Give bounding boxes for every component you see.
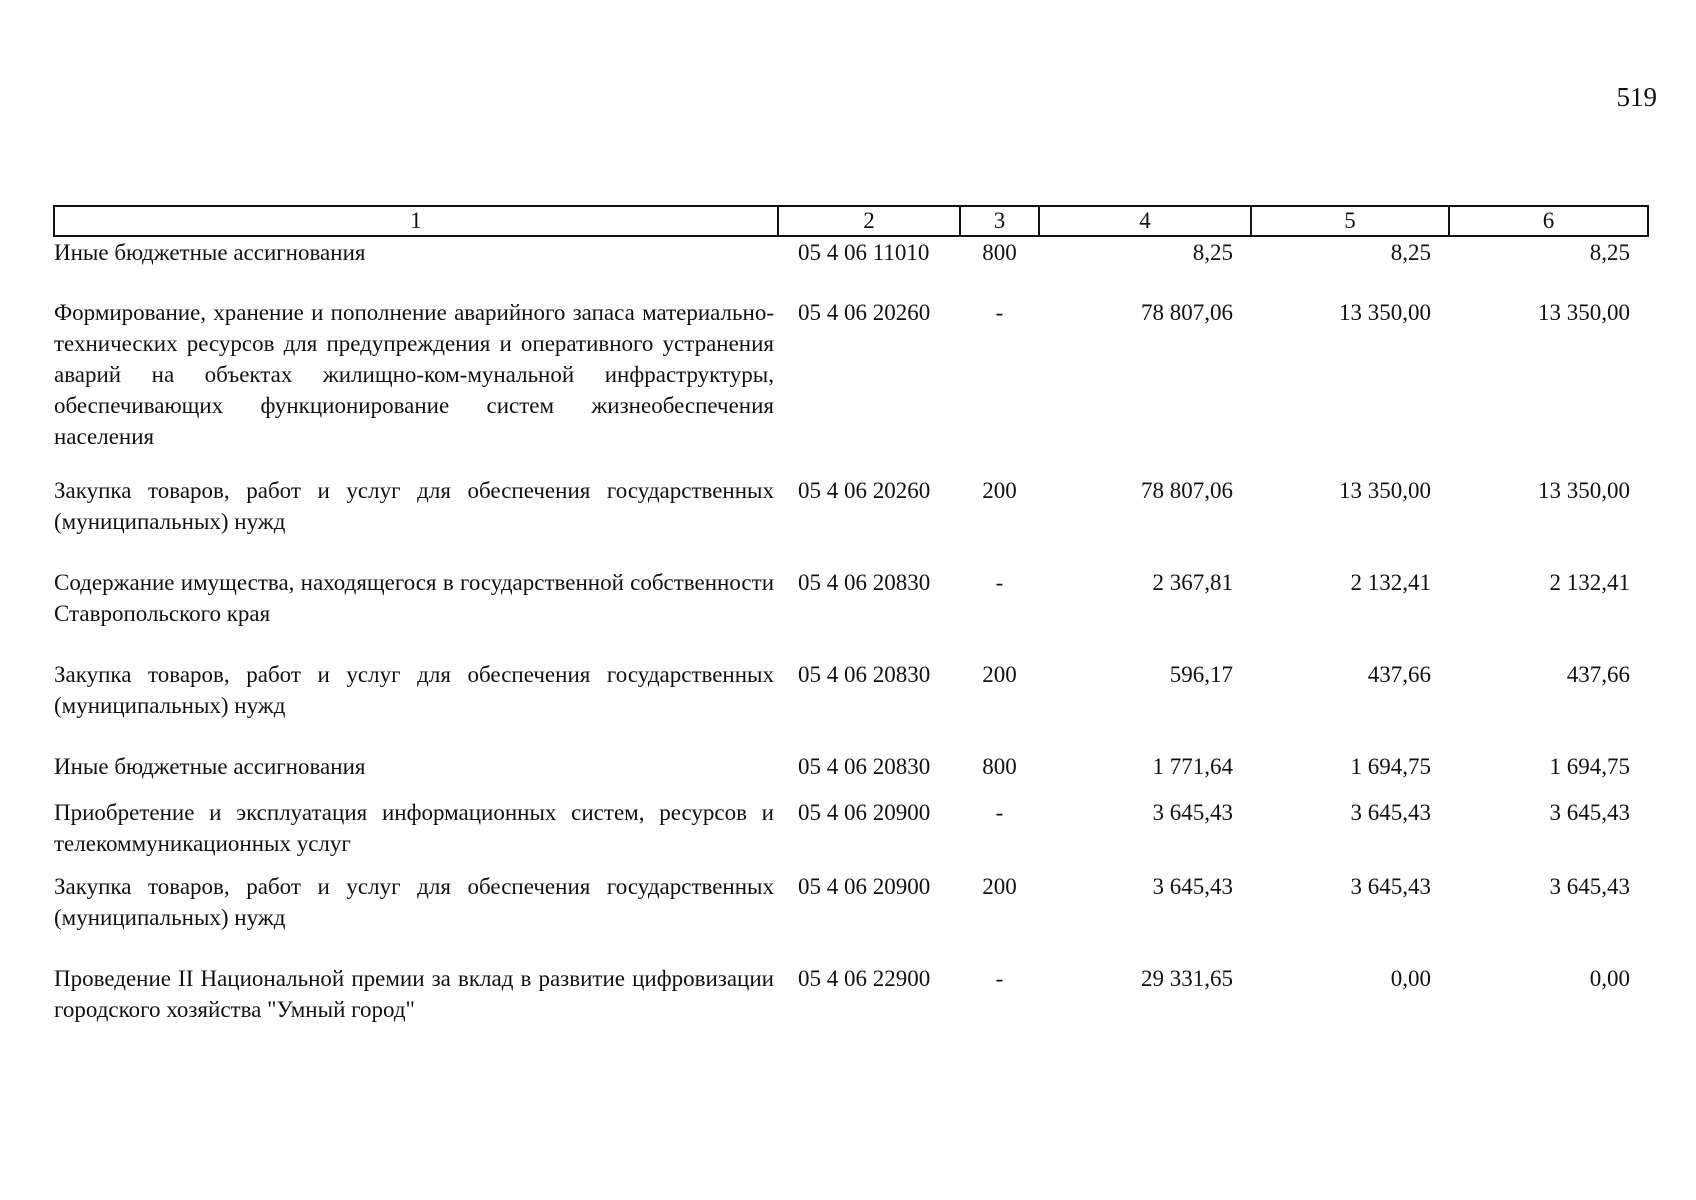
- row-name: Проведение II Национальной премии за вклад в развитие цифровизации городского хозяйства "Умный город": [54, 966, 774, 1022]
- row-amount-2: 0,00: [1390, 966, 1431, 991]
- row-amount-2: 3 645,43: [1350, 874, 1431, 899]
- table-row: [54, 963, 1648, 1033]
- column-header-kvr: 3: [960, 206, 1039, 236]
- row-name: Закупка товаров, работ и услуг для обеспечения государственных (муниципальных) нужд: [54, 478, 774, 534]
- row-amount-1: 78 807,06: [1141, 300, 1233, 325]
- table-row: [54, 871, 1648, 963]
- row-name: Содержание имущества, находящегося в государственной собственности Ставропольского края: [54, 570, 774, 626]
- row-name: Иные бюджетные ассигнования: [54, 754, 366, 779]
- row-code: 05 4 06 11010: [798, 240, 930, 265]
- table-row: [54, 751, 1648, 797]
- row-kvr: 200: [982, 874, 1017, 899]
- row-name: Закупка товаров, работ и услуг для обеспечения государственных (муниципальных) нужд: [54, 662, 774, 718]
- row-amount-1: 78 807,06: [1141, 478, 1233, 503]
- page-number: 519: [1616, 82, 1657, 112]
- table-body: [54, 236, 1648, 1033]
- row-code: 05 4 06 20830: [798, 570, 931, 595]
- row-name: Иные бюджетные ассигнования: [54, 240, 366, 265]
- row-amount-3: 0,00: [1589, 966, 1630, 991]
- row-kvr: -: [995, 570, 1004, 595]
- row-amount-1: 29 331,65: [1141, 966, 1233, 991]
- row-amount-2: 437,66: [1367, 662, 1431, 687]
- row-amount-1: 1 771,64: [1152, 754, 1233, 779]
- header-row: [54, 206, 1648, 236]
- row-amount-3: 3 645,43: [1549, 800, 1630, 825]
- row-kvr: 200: [982, 662, 1017, 687]
- row-amount-1: 3 645,43: [1152, 874, 1233, 899]
- row-amount-3: 8,25: [1589, 240, 1630, 265]
- row-amount-3: 1 694,75: [1549, 754, 1630, 779]
- row-amount-3: 13 350,00: [1538, 300, 1630, 325]
- budget-table: [53, 205, 1649, 1033]
- row-code: 05 4 06 20260: [798, 478, 931, 503]
- row-amount-3: 3 645,43: [1549, 874, 1630, 899]
- row-code: 05 4 06 20830: [798, 754, 931, 779]
- column-header-code: 2: [778, 206, 960, 236]
- row-name: Приобретение и эксплуатация информационных систем, ресурсов и телекоммуникационных услуг: [54, 800, 774, 856]
- row-code: 05 4 06 20260: [798, 300, 931, 325]
- row-amount-2: 2 132,41: [1350, 570, 1431, 595]
- row-amount-3: 2 132,41: [1549, 570, 1630, 595]
- row-code: 05 4 06 20900: [798, 800, 931, 825]
- row-kvr: -: [995, 300, 1004, 325]
- row-code: 05 4 06 22900: [798, 966, 931, 991]
- row-kvr: -: [995, 966, 1004, 991]
- table-row: [54, 659, 1648, 751]
- table-header: [54, 206, 1648, 236]
- row-amount-3: 437,66: [1566, 662, 1630, 687]
- row-amount-1: 3 645,43: [1152, 800, 1233, 825]
- row-code: 05 4 06 20900: [798, 874, 931, 899]
- table-row: [54, 797, 1648, 871]
- row-kvr: 800: [982, 240, 1017, 265]
- column-header-amount-2: 5: [1251, 206, 1449, 236]
- row-kvr: -: [995, 800, 1004, 825]
- table-row: [54, 297, 1648, 475]
- column-header-amount-1: 4: [1039, 206, 1251, 236]
- column-header-amount-3: 6: [1449, 206, 1648, 236]
- row-amount-2: 3 645,43: [1350, 800, 1431, 825]
- column-header-name: 1: [54, 206, 778, 236]
- row-amount-1: 596,17: [1169, 662, 1233, 687]
- row-amount-2: 13 350,00: [1339, 478, 1431, 503]
- table-row: [54, 475, 1648, 567]
- row-amount-2: 1 694,75: [1350, 754, 1431, 779]
- row-name: Формирование, хранение и пополнение аварийного запаса материально-технических ресурсов для предупреждения и оперативного устранения аварий на объектах жилищно-ком-мунальной инфраструктуры, обеспечивающих функционирование систем жизнеобеспечения населения: [54, 300, 774, 449]
- table-row: [54, 236, 1648, 297]
- row-amount-2: 13 350,00: [1339, 300, 1431, 325]
- row-code: 05 4 06 20830: [798, 662, 931, 687]
- row-amount-1: 8,25: [1192, 240, 1233, 265]
- row-amount-3: 13 350,00: [1538, 478, 1630, 503]
- row-kvr: 200: [982, 478, 1017, 503]
- row-amount-2: 8,25: [1390, 240, 1431, 265]
- row-name: Закупка товаров, работ и услуг для обеспечения государственных (муниципальных) нужд: [54, 874, 774, 930]
- row-kvr: 800: [982, 754, 1017, 779]
- table-row: [54, 567, 1648, 659]
- row-amount-1: 2 367,81: [1152, 570, 1233, 595]
